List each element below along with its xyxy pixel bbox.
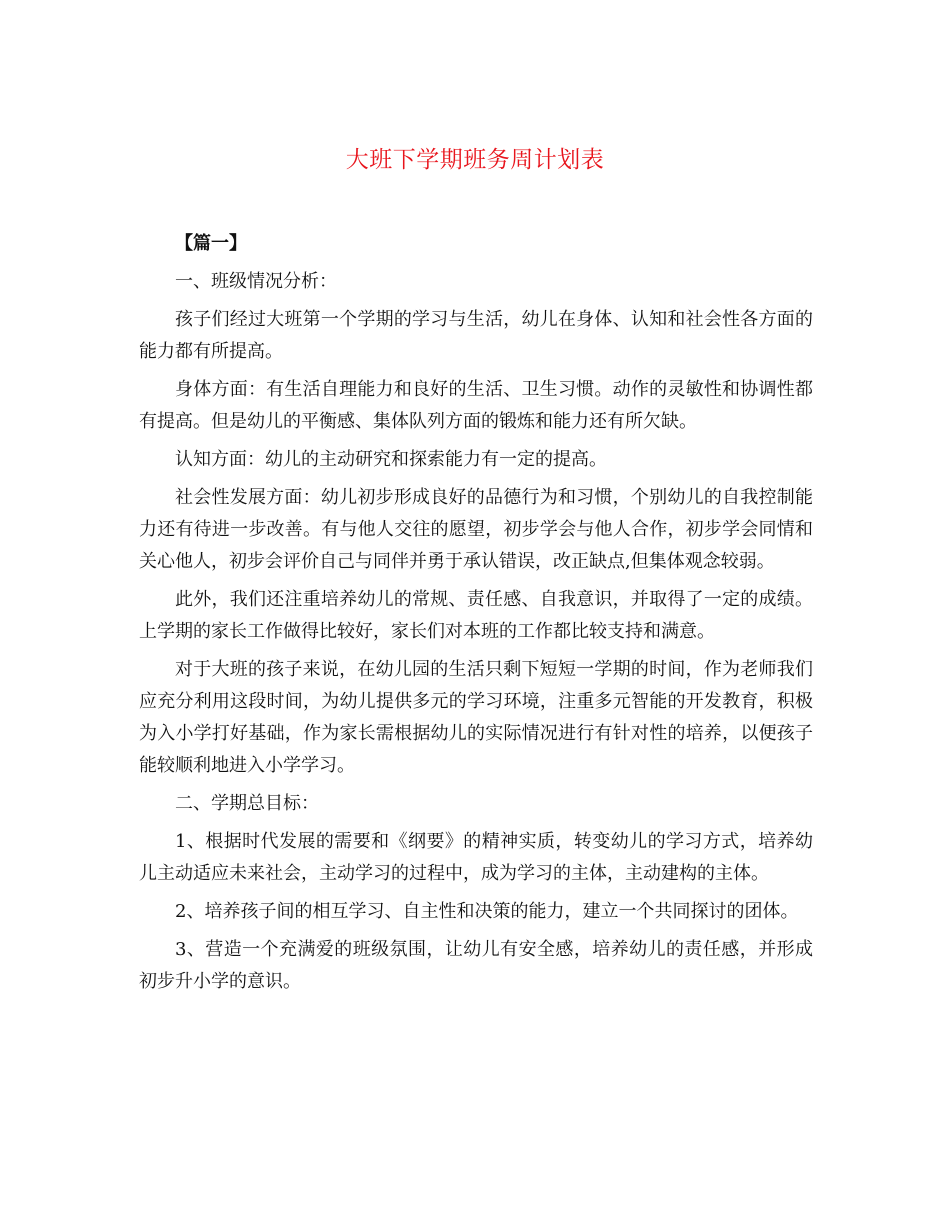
paragraph-cognitive: 认知方面：幼儿的主动研究和探索能力有一定的提高。: [175, 449, 607, 470]
goal-item-1: 1、根据时代发展的需要和《纲要》的精神实质，转变幼儿的学习方式，培养幼儿主动适应未来社会，主动学习的过程中，成为学习的主体，主动建构的主体。: [139, 831, 813, 884]
goal-item-3: 3、营造一个充满爱的班级氛围，让幼儿有安全感，培养幼儿的责任感，并形成初步升小学的意识。: [139, 939, 813, 992]
document-title: 大班下学期班务周计划表: [345, 147, 605, 173]
section-heading-part-one: 【篇一】: [175, 233, 247, 254]
paragraph-overview: 孩子们经过大班第一个学期的学习与生活，幼儿在身体、认知和社会性各方面的能力都有所提高。: [139, 309, 813, 362]
goal-item-2: 2、培养孩子间的相互学习、自主性和决策的能力，建立一个共同探讨的团体。: [175, 901, 799, 922]
heading-class-analysis: 一、班级情况分析：: [175, 271, 337, 292]
heading-semester-goals: 二、学期总目标：: [175, 793, 319, 814]
paragraph-physical: 身体方面：有生活自理能力和良好的生活、卫生习惯。动作的灵敏性和协调性都有提高。但是幼儿的平衡感、集体队列方面的锻炼和能力还有所欠缺。: [139, 379, 813, 432]
document-body: [139, 228, 813, 1004]
paragraph-social: 社会性发展方面：幼儿初步形成良好的品德行为和习惯，个别幼儿的自我控制能力还有待进一步改善。有与他人交往的愿望，初步学会与他人合作，初步学会同情和关心他人，初步会评价自己与同伴并勇于承认错误，改正缺点,但集体观念较弱。: [139, 487, 813, 572]
paragraph-additional: 此外，我们还注重培养幼儿的常规、责任感、自我意识，并取得了一定的成绩。上学期的家长工作做得比较好，家长们对本班的工作都比较支持和满意。: [139, 589, 813, 642]
paragraph-preparation: 对于大班的孩子来说，在幼儿园的生活只剩下短短一学期的时间，作为老师我们应充分利用这段时间，为幼儿提供多元的学习环境，注重多元智能的开发教育，积极为入小学打好基础，作为家长需根据幼儿的实际情况进行有针对性的培养，以便孩子能较顺利地进入小学学习。: [139, 659, 813, 776]
